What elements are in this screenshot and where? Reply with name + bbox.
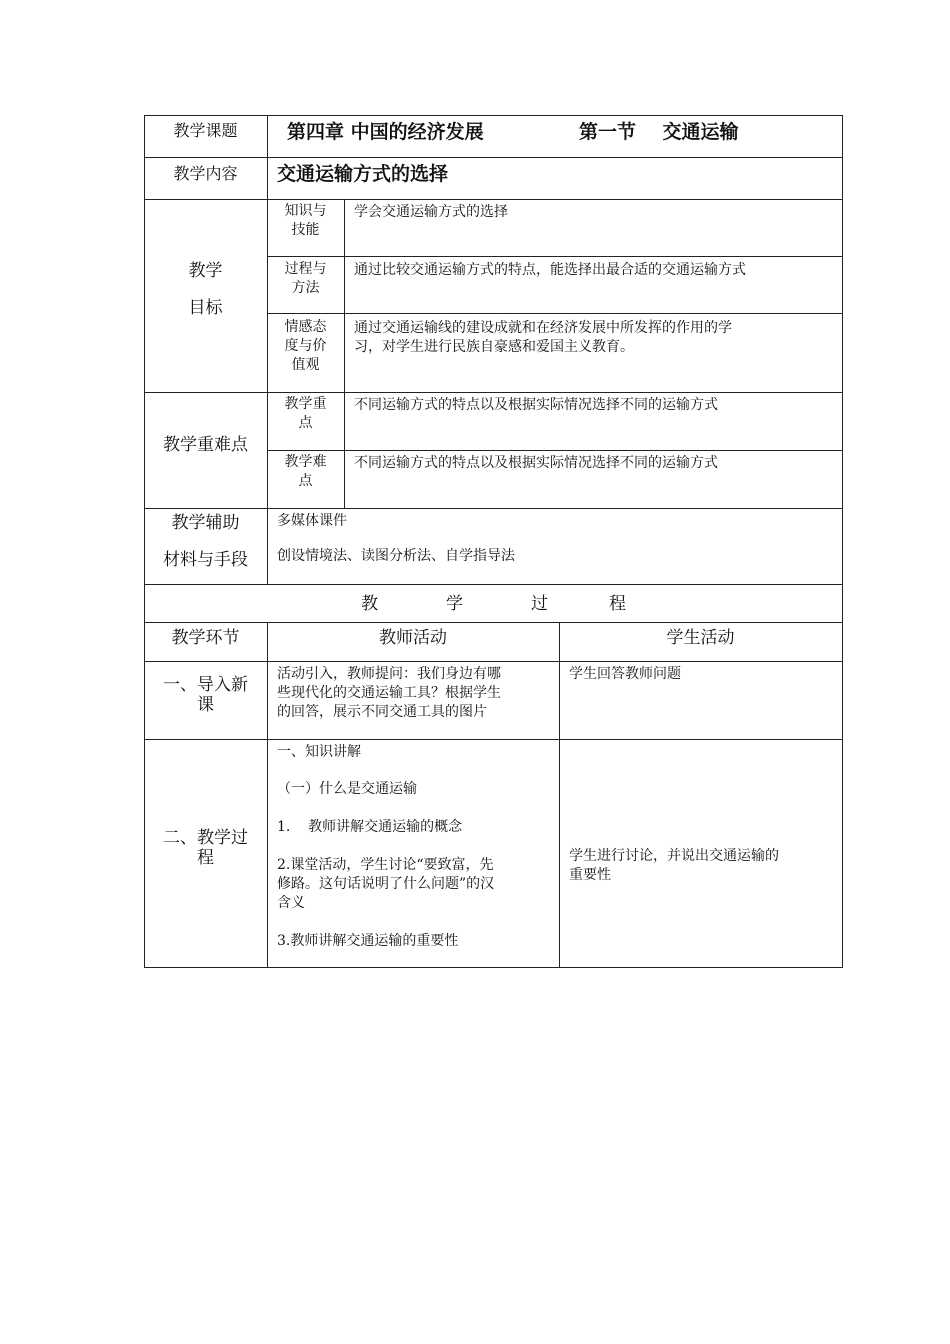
teacher-activity-2-line2: （一）什么是交通运输 — [277, 781, 417, 797]
teacher-student-divider — [559, 622, 560, 967]
table-border-right — [842, 115, 843, 967]
materials-label-line1: 教学辅助 — [171, 513, 240, 533]
teacher-activity-2-line6: 含义 — [277, 895, 305, 911]
teacher-activity-2-line4: 2.课堂活动，学生讨论“要致富，先 — [277, 857, 494, 873]
row-divider-process-title — [144, 584, 843, 585]
objective-category-attitude-line1: 情感态 — [284, 319, 327, 335]
label-column-divider-lower — [267, 622, 268, 967]
process-title-char-2: 学 — [446, 594, 463, 614]
key-point-category-focus-line1: 教学重 — [284, 396, 327, 412]
objectives-label-line2: 目标 — [188, 298, 223, 318]
objective-category-process-line1: 过程与 — [284, 261, 327, 277]
keypoints-sub-divider — [267, 450, 843, 451]
objective-text-attitude-line1: 通过交通运输线的建设成就和在经济发展中所发挥的作用的学 — [354, 320, 732, 336]
row-divider-materials — [144, 508, 843, 509]
teacher-activity-1-line3: 的回答，展示不同交通工具的图片 — [277, 704, 487, 720]
objectives-label-line1: 教学 — [188, 261, 223, 281]
row-divider-objectives — [144, 199, 843, 200]
process-title-char-4: 程 — [609, 594, 626, 614]
objective-category-process-line2: 方法 — [291, 280, 320, 296]
key-point-text-difficulty: 不同运输方式的特点以及根据实际情况选择不同的运输方式 — [354, 455, 718, 471]
row-divider-content — [144, 157, 843, 158]
table-border-top — [144, 115, 843, 116]
course-topic-chapter: 第四章 中国的经济发展 — [287, 121, 484, 143]
process-title-char-3: 过 — [531, 594, 548, 614]
objective-category-knowledge-line2: 技能 — [291, 222, 320, 238]
table-border-bottom — [144, 967, 843, 968]
row-divider-process-header — [144, 622, 843, 623]
objective-text-attitude-line2: 习，对学生进行民族自豪感和爱国主义教育。 — [354, 339, 634, 355]
student-activity-1-line1: 学生回答教师问题 — [569, 666, 681, 682]
row-divider-stage-1 — [144, 661, 843, 662]
process-title-char-1: 教 — [361, 594, 378, 614]
key-point-text-focus: 不同运输方式的特点以及根据实际情况选择不同的运输方式 — [354, 397, 718, 413]
objectives-sub-divider-1 — [267, 256, 843, 257]
course-topic-section: 第一节 交通运输 — [579, 121, 739, 143]
content-value: 交通运输方式的选择 — [277, 163, 449, 185]
key-point-category-difficulty-line1: 教学难 — [284, 454, 327, 470]
col-header-stage: 教学环节 — [171, 628, 240, 648]
key-point-category-focus-line2: 点 — [298, 415, 313, 431]
row-divider-stage-2 — [144, 739, 843, 740]
teacher-activity-2-line1: 一、知识讲解 — [277, 744, 361, 760]
teacher-activity-1-line2: 些现代化的交通运输工具？根据学生 — [277, 685, 501, 701]
materials-line1: 多媒体课件 — [277, 513, 347, 529]
stage-2-line2: 程 — [197, 848, 214, 868]
objective-text-process: 通过比较交通运输方式的特点，能选择出最合适的交通运输方式 — [354, 262, 746, 278]
materials-label-line2: 材料与手段 — [163, 550, 248, 570]
course-topic-label: 教学课题 — [173, 121, 238, 140]
stage-1-line2: 课 — [197, 695, 214, 715]
stage-2-line1: 二、教学过 — [163, 828, 248, 848]
teacher-activity-1-line1: 活动引入，教师提问：我们身边有哪 — [277, 666, 501, 682]
col-header-student: 学生活动 — [666, 628, 735, 648]
objective-text-knowledge: 学会交通运输方式的选择 — [354, 204, 508, 220]
objectives-sub-divider-2 — [267, 313, 843, 314]
row-divider-keypoints — [144, 392, 843, 393]
objective-category-attitude-line3: 值观 — [291, 357, 320, 373]
teacher-activity-2-line3: 1. 教师讲解交通运输的概念 — [277, 819, 463, 835]
col-header-teacher: 教师活动 — [379, 628, 447, 648]
key-point-category-difficulty-line2: 点 — [298, 473, 313, 489]
category-column-divider — [344, 199, 345, 508]
key-points-label: 教学重难点 — [163, 435, 248, 455]
student-activity-2-line2: 重要性 — [569, 867, 611, 883]
teacher-activity-2-line7: 3.教师讲解交通运输的重要性 — [277, 933, 459, 949]
stage-1-line1: 一、导入新 — [163, 675, 248, 695]
objective-category-attitude-line2: 度与价 — [284, 338, 327, 354]
student-activity-2-line1: 学生进行讨论，并说出交通运输的 — [569, 848, 779, 864]
materials-line2: 创设情境法、读图分析法、自学指导法 — [277, 548, 515, 564]
objective-category-knowledge-line1: 知识与 — [284, 203, 327, 219]
teacher-activity-2-line5: 修路。这句话说明了什么问题”的汉 — [277, 876, 495, 892]
process-title — [144, 589, 843, 614]
content-label: 教学内容 — [173, 164, 238, 183]
